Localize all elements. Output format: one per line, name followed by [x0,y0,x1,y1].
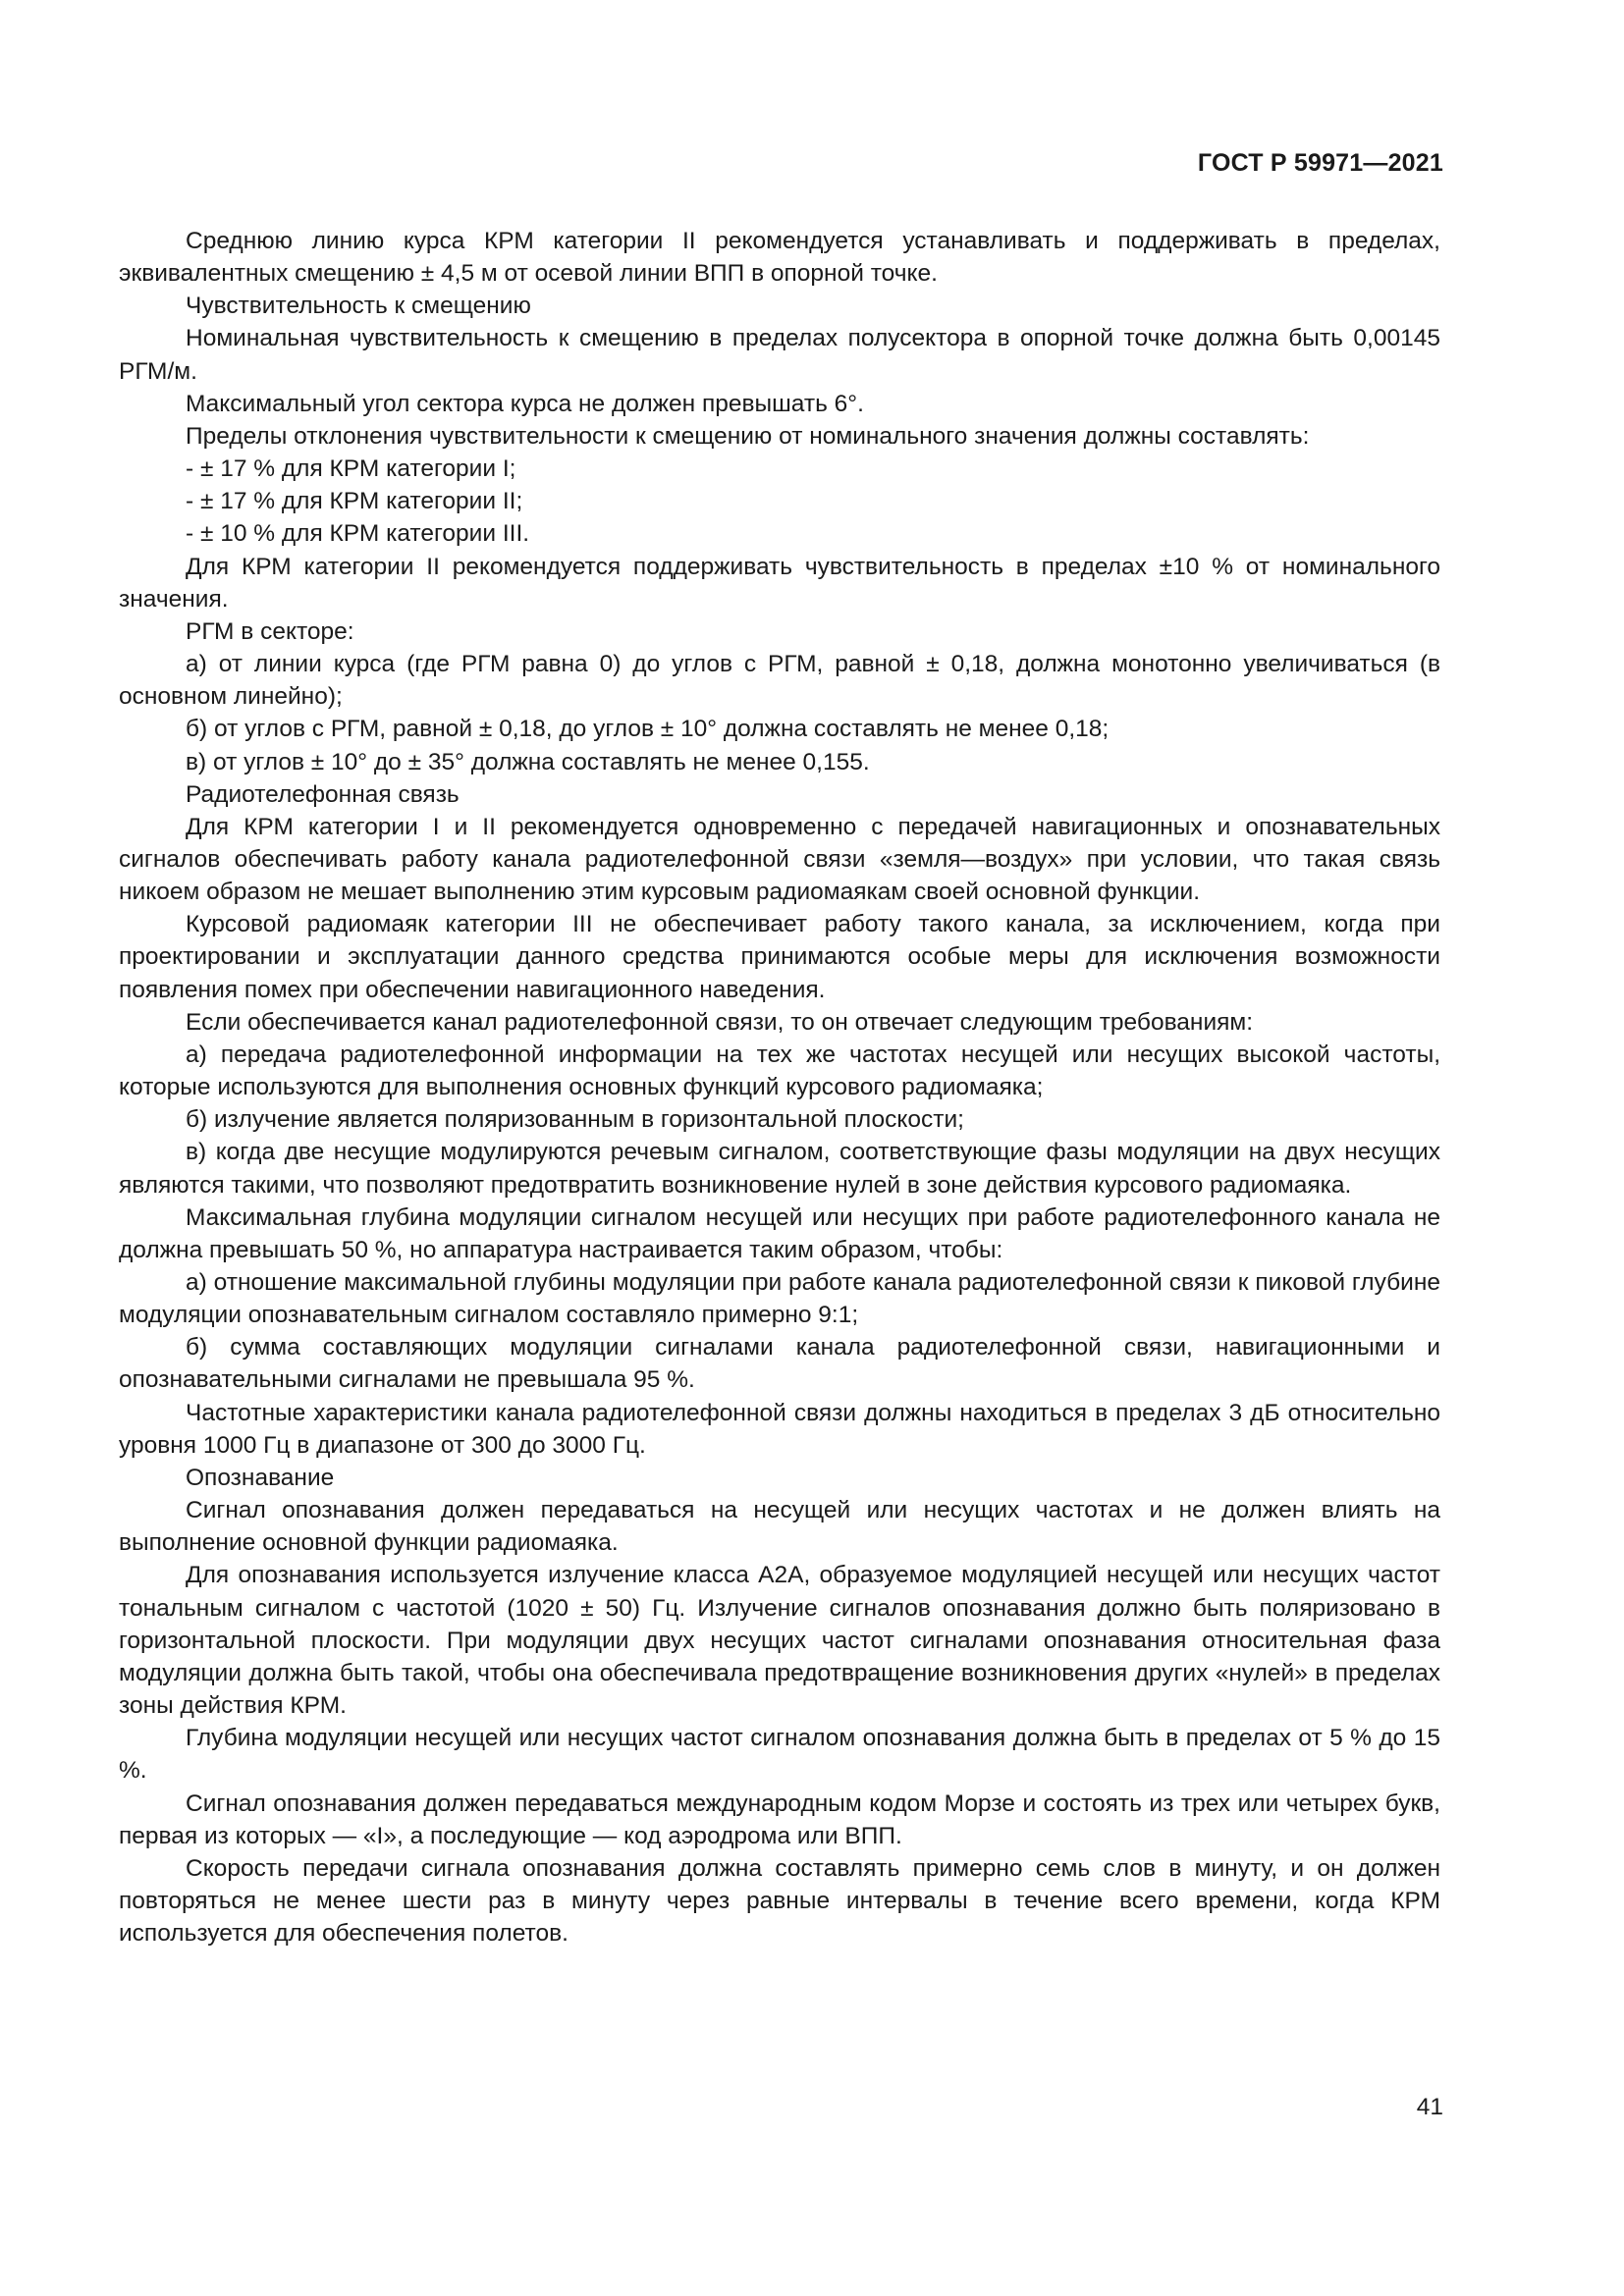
paragraph: Пределы отклонения чувствительности к смещению от номинального значения должны составлять: [186,422,1310,450]
paragraph: Радиотелефонная связь [186,780,460,808]
paragraph: а) отношение максимальной глубины модуляции при работе канала радиотелефонной связи к пиковой глубине модуляции опознавательным сигналом составляло примерно 9:1; [119,1269,1440,1329]
paragraph: б) сумма составляющих модуляции сигналами канала радиотелефонной связи, навигационными и опознавательными сигналами не превышала 95 %. [119,1334,1440,1394]
paragraph: Сигнал опознавания должен передаваться на несущей или несущих частотах и не должен влиять на выполнение основной функции радиомаяка. [119,1497,1440,1557]
list-item: - ± 10 % для КРМ категории III. [186,520,530,548]
paragraph: Курсовой радиомаяк категории III не обеспечивает работу такого канала, за исключением, когда при проектировании и эксплуатации данного средства принимаются особые меры для исключения возможности появления помех при обеспечении навигационного наведения. [119,911,1440,1003]
list-item: - ± 17 % для КРМ категории II; [186,488,523,515]
paragraph: РГМ в секторе: [186,617,354,645]
paragraph: б) от углов с РГМ, равной ± 0,18, до углов ± 10° должна составлять не менее 0,18; [186,716,1110,743]
document-body [119,225,1440,1949]
paragraph: Максимальный угол сектора курса не должен превышать 6°. [186,390,864,417]
paragraph: Опознавание [186,1464,335,1491]
paragraph: Если обеспечивается канал радиотелефонной связи, то он отвечает следующим требованиям: [186,1008,1254,1036]
paragraph: а) от линии курса (где РГМ равна 0) до углов с РГМ, равной ± 0,18, должна монотонно увеличиваться (в основном линейно); [119,651,1440,711]
paragraph: Скорость передачи сигнала опознавания должна составлять примерно семь слов в минуту, и он должен повторяться не менее шести раз в минуту через равные интервалы в течение всего времени, когда КРМ используется для обеспечения полетов. [119,1854,1440,1948]
paragraph: Частотные характеристики канала радиотелефонной связи должны находиться в пределах 3 дБ относительно уровня 1000 Гц в диапазоне от 300 до 3000 Гц. [119,1399,1440,1459]
paragraph: а) передача радиотелефонной информации на тех же частотах несущей или несущих высокой частоты, которые используются для выполнения основных функций курсового радиомаяка; [119,1041,1440,1101]
paragraph: Среднюю линию курса КРМ категории II рекомендуется устанавливать и поддерживать в пределах, эквивалентных смещению ± 4,5 м от осевой линии ВПП в опорной точке. [119,228,1440,288]
paragraph: Сигнал опознавания должен передаваться международным кодом Морзе и состоять из трех или четырех букв, первая из которых — «I», а последующие — код аэродрома или ВПП. [119,1789,1440,1849]
paragraph: Максимальная глубина модуляции сигналом несущей или несущих при работе радиотелефонного канала не должна превышать 50 %, но аппаратура настраивается таким образом, чтобы: [119,1203,1440,1263]
paragraph: в) когда две несущие модулируются речевым сигналом, соответствующие фазы модуляции на двух несущих являются такими, что позволяют предотвратить возникновение нулей в зоне действия курсового радиомаяка. [119,1139,1440,1199]
paragraph: Чувствительность к смещению [186,293,531,320]
paragraph: Номинальная чувствительность к смещению в пределах полусектора в опорной точке должна быть 0,00145 РГМ/м. [119,325,1440,385]
paragraph: в) от углов ± 10° до ± 35° должна составлять не менее 0,155. [186,748,870,775]
document-header-standard: ГОСТ Р 59971—2021 [1197,149,1443,177]
paragraph: Для КРМ категории I и II рекомендуется одновременно с передачей навигационных и опознавательных сигналов обеспечивать работу канала радиотелефонной связи «земля—воздух» при условии, что такая связь никоем образом не мешает выполнению этим курсовым радиомаякам своей основной функции. [119,813,1440,906]
list-item: - ± 17 % для КРМ категории I; [186,455,516,483]
paragraph: Глубина модуляции несущей или несущих частот сигналом опознавания должна быть в пределах от 5 % до 15 %. [119,1725,1440,1785]
paragraph: Для опознавания используется излучение класса А2А, образуемое модуляцией несущей или несущих частот тональным сигналом с частотой (1020 ± 50) Гц. Излучение сигналов опознавания должно быть поляризовано в горизонтальной плоскости. При модуляции двух несущих частот сигналами опознавания относительная фаза модуляции должна быть такой, чтобы она обеспечивала предотвращение возникновения других «нулей» в пределах зоны действия КРМ. [119,1562,1440,1720]
paragraph: б) излучение является поляризованным в горизонтальной плоскости; [186,1106,964,1134]
page-number: 41 [1416,2094,1443,2120]
paragraph: Для КРМ категории II рекомендуется поддерживать чувствительность в пределах ±10 % от номинального значения. [119,553,1440,613]
